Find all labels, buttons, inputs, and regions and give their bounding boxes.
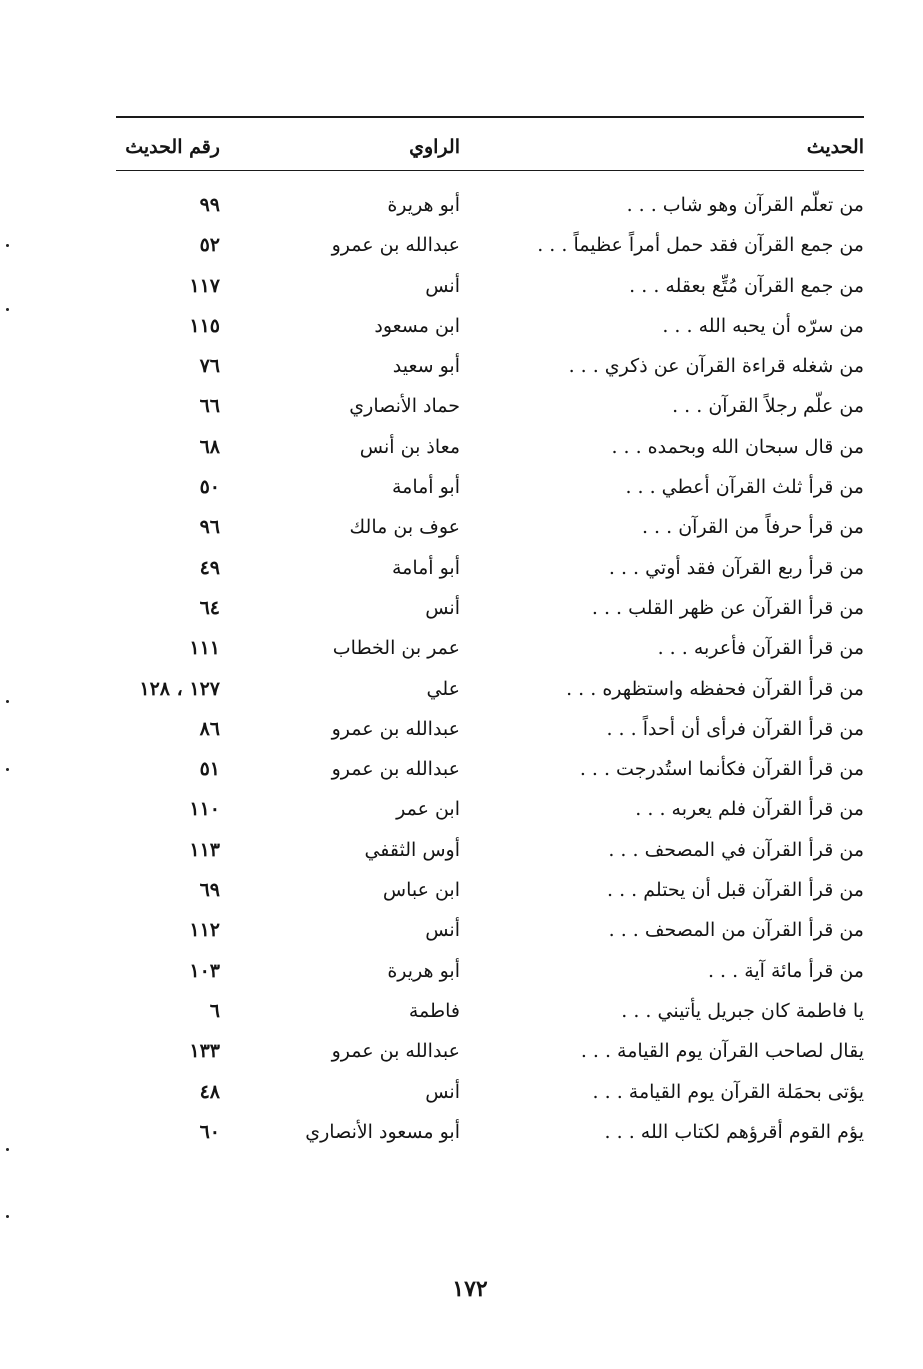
hadith-text: يؤتى بحمَلة القرآن يوم القيامة . . . <box>592 1080 864 1103</box>
narrator-name: عبدالله بن عمرو <box>331 758 460 781</box>
hadith-text: من قرأ القرآن فرأى أن أحداً . . . <box>606 717 864 740</box>
hadith-number: ١١٠ <box>189 798 220 821</box>
hadith-text: من قرأ القرآن عن ظهر القلب . . . <box>591 596 864 619</box>
hadith-text: من تعلّم القرآن وهو شاب . . . <box>626 194 864 216</box>
narrator-name: أنس <box>425 274 460 297</box>
narrator-name: ابن عمر <box>396 798 460 821</box>
hadith-text: من جمع القرآن فقد حمل أمراً عظيماً . . . <box>537 234 864 257</box>
hadith-number: ٨٦ <box>199 717 220 740</box>
table-row <box>0 507 923 547</box>
table-row <box>0 991 923 1031</box>
narrator-name: عوف بن مالك <box>349 516 460 539</box>
table-row <box>0 628 923 668</box>
hadith-text: من قرأ ربع القرآن فقد أوتي . . . <box>608 556 864 579</box>
table-row <box>0 830 923 870</box>
table-row <box>0 266 923 306</box>
narrator-name: فاطمة <box>408 999 460 1022</box>
hadith-number: ٩٩ <box>199 194 220 216</box>
table-row <box>0 467 923 507</box>
table-row <box>0 588 923 628</box>
table-row <box>0 185 923 225</box>
scan-speck <box>6 700 9 703</box>
hadith-number: ١٢٧ ، ١٢٨ <box>139 677 220 700</box>
hadith-text: من جمع القرآن مُتِّع بعقله . . . <box>629 274 864 297</box>
hadith-text: من قرأ القرآن فكأنما استُدرجت . . . <box>579 758 864 781</box>
narrator-name: أبو مسعود الأنصاري <box>305 1120 460 1143</box>
table-row <box>0 1072 923 1112</box>
hadith-number: ٥١ <box>199 758 220 781</box>
hadith-number: ٧٦ <box>199 355 220 378</box>
hadith-number: ٦٠ <box>199 1120 220 1143</box>
hadith-number: ٥٠ <box>199 476 220 499</box>
column-header-narrator: الراوي <box>409 136 460 158</box>
hadith-number: ٥٢ <box>199 234 220 257</box>
narrator-name: ابن مسعود <box>374 314 460 337</box>
hadith-text: من قرأ القرآن فلم يعربه . . . <box>635 798 864 821</box>
hadith-number: ٤٨ <box>199 1080 220 1103</box>
table-row <box>0 709 923 749</box>
hadith-number: ١١١ <box>189 637 220 660</box>
column-header-hadith: الحديث <box>806 136 864 158</box>
narrator-name: أوس الثقفي <box>364 838 460 861</box>
index-table-body <box>0 185 923 1152</box>
hadith-text: من قرأ القرآن قبل أن يحتلم . . . <box>607 879 864 902</box>
hadith-number: ١١٥ <box>189 314 220 337</box>
hadith-number: ٤٩ <box>199 556 220 579</box>
hadith-text: يقال لصاحب القرآن يوم القيامة . . . <box>580 1040 864 1063</box>
table-row <box>0 951 923 991</box>
column-header-hadith-number: رقم الحديث <box>125 136 220 158</box>
hadith-number: ٩٦ <box>199 516 220 539</box>
table-row <box>0 669 923 709</box>
narrator-name: أنس <box>425 919 460 942</box>
table-row <box>0 548 923 588</box>
hadith-text: يؤم القوم أقرؤهم لكتاب الله . . . <box>604 1120 864 1143</box>
table-row <box>0 386 923 426</box>
hadith-text: من قرأ مائة آية . . . <box>707 959 864 982</box>
narrator-name: أبو أمامة <box>391 476 460 499</box>
narrator-name: أنس <box>425 1080 460 1103</box>
table-row <box>0 1112 923 1152</box>
table-row <box>0 427 923 467</box>
hadith-number: ١١٢ <box>189 919 220 942</box>
header-rule <box>116 170 864 171</box>
hadith-text: من قرأ حرفاً من القرآن . . . <box>641 516 864 539</box>
hadith-number: ١١٧ <box>189 274 220 297</box>
narrator-name: عبدالله بن عمرو <box>331 234 460 257</box>
narrator-name: عبدالله بن عمرو <box>331 1040 460 1063</box>
hadith-text: يا فاطمة كان جبريل يأتيني . . . <box>621 999 864 1022</box>
table-row <box>0 749 923 789</box>
page-number: ١٧٢ <box>452 1276 488 1302</box>
hadith-text: من شغله قراءة القرآن عن ذكري . . . <box>568 355 864 378</box>
scan-speck <box>6 1148 9 1151</box>
narrator-name: ابن عباس <box>382 879 460 902</box>
table-row <box>0 1031 923 1071</box>
narrator-name: أبو أمامة <box>391 556 460 579</box>
scan-speck <box>6 244 9 247</box>
hadith-number: ١٠٣ <box>189 959 220 982</box>
hadith-number: ١٣٣ <box>189 1040 220 1063</box>
table-row <box>0 346 923 386</box>
narrator-name: عمر بن الخطاب <box>332 637 460 660</box>
hadith-number: ١١٣ <box>189 838 220 861</box>
top-rule <box>116 116 864 118</box>
narrator-name: حماد الأنصاري <box>349 395 460 418</box>
table-row <box>0 225 923 265</box>
narrator-name: عبدالله بن عمرو <box>331 717 460 740</box>
narrator-name: علي <box>426 677 460 700</box>
hadith-number: ٦ <box>209 999 220 1022</box>
table-row <box>0 306 923 346</box>
hadith-text: من سرّه أن يحبه الله . . . <box>662 314 864 337</box>
hadith-text: من قرأ ثلث القرآن أعطي . . . <box>625 476 864 499</box>
narrator-name: أبو هريرة <box>387 959 460 982</box>
narrator-name: معاذ بن أنس <box>359 435 460 458</box>
hadith-number: ٦٦ <box>199 395 220 418</box>
narrator-name: أبو هريرة <box>387 194 460 216</box>
hadith-text: من قرأ القرآن من المصحف . . . <box>608 919 864 942</box>
table-row <box>0 910 923 950</box>
scan-speck <box>6 768 9 771</box>
table-row <box>0 789 923 829</box>
hadith-number: ٦٨ <box>199 435 220 458</box>
hadith-text: من علّم رجلاً القرآن . . . <box>672 395 864 418</box>
hadith-number: ٦٤ <box>199 596 220 619</box>
narrator-name: أبو سعيد <box>392 355 460 378</box>
narrator-name: أنس <box>425 596 460 619</box>
scan-speck <box>6 308 9 311</box>
hadith-text: من قال سبحان الله وبحمده . . . <box>611 435 864 458</box>
scan-speck <box>6 1215 9 1218</box>
hadith-text: من قرأ القرآن في المصحف . . . <box>608 838 864 861</box>
table-row <box>0 870 923 910</box>
hadith-text: من قرأ القرآن فأعربه . . . <box>657 637 864 660</box>
hadith-text: من قرأ القرآن فحفظه واستظهره . . . <box>566 677 864 700</box>
hadith-number: ٦٩ <box>199 879 220 902</box>
